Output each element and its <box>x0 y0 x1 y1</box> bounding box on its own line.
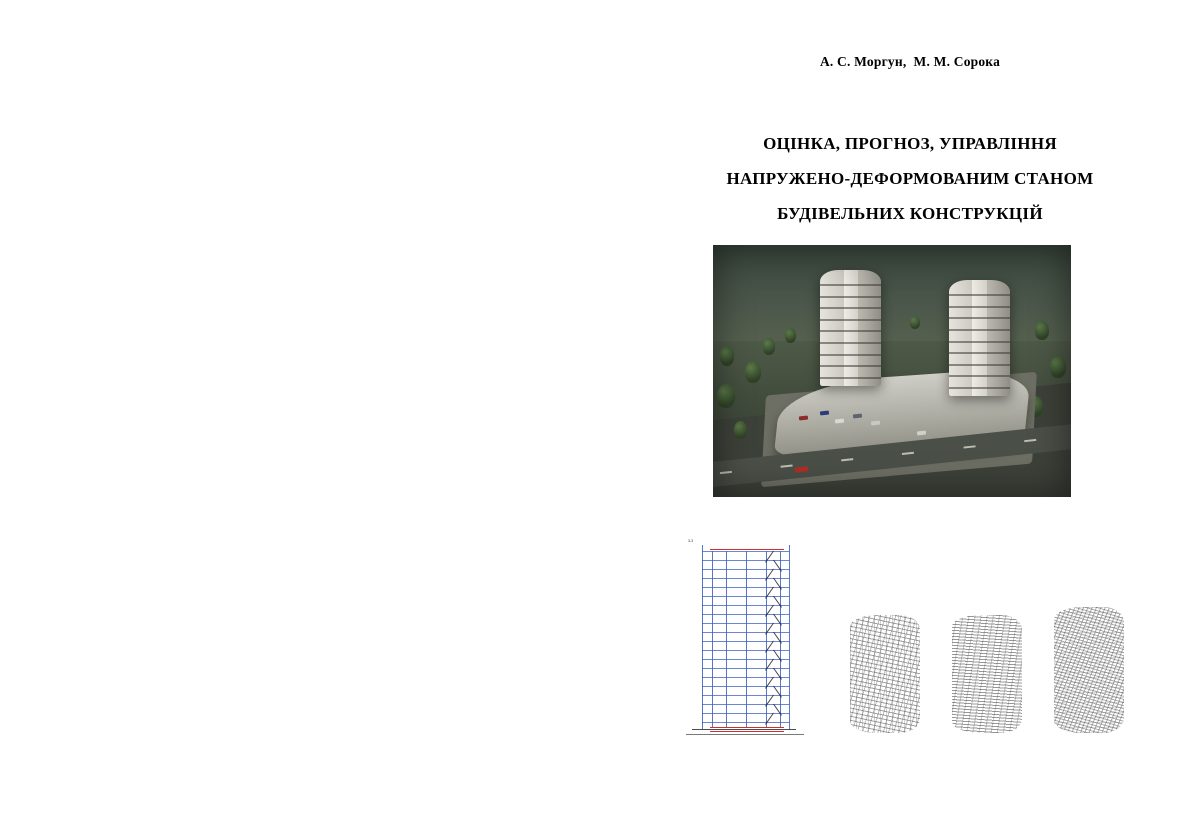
title-line-1: ОЦІНКА, ПРОГНОЗ, УПРАВЛІННЯ <box>763 134 1057 153</box>
frame-section-label: 3-3 <box>688 539 694 543</box>
render-vignette <box>713 245 1071 497</box>
fem-mesh-1 <box>850 615 920 733</box>
page-title <box>640 126 1180 231</box>
title-line-3: БУДІВЕЛЬНИХ КОНСТРУКЦІЙ <box>777 204 1043 223</box>
title-line-2: НАПРУЖЕНО-ДЕФОРМОВАНИМ СТАНОМ <box>726 169 1094 188</box>
fem-mesh-3 <box>1054 607 1124 733</box>
architectural-render <box>713 245 1071 497</box>
figure-row <box>660 535 1130 750</box>
mesh-body <box>952 615 1022 733</box>
authors-line: А. С. Моргун, М. М. Сорока <box>819 54 1001 69</box>
building-frame-scheme <box>670 535 820 740</box>
fem-mesh-2 <box>952 615 1022 733</box>
mesh-body <box>850 615 920 733</box>
mesh-body <box>1054 607 1124 733</box>
frame-sheet <box>700 541 792 731</box>
